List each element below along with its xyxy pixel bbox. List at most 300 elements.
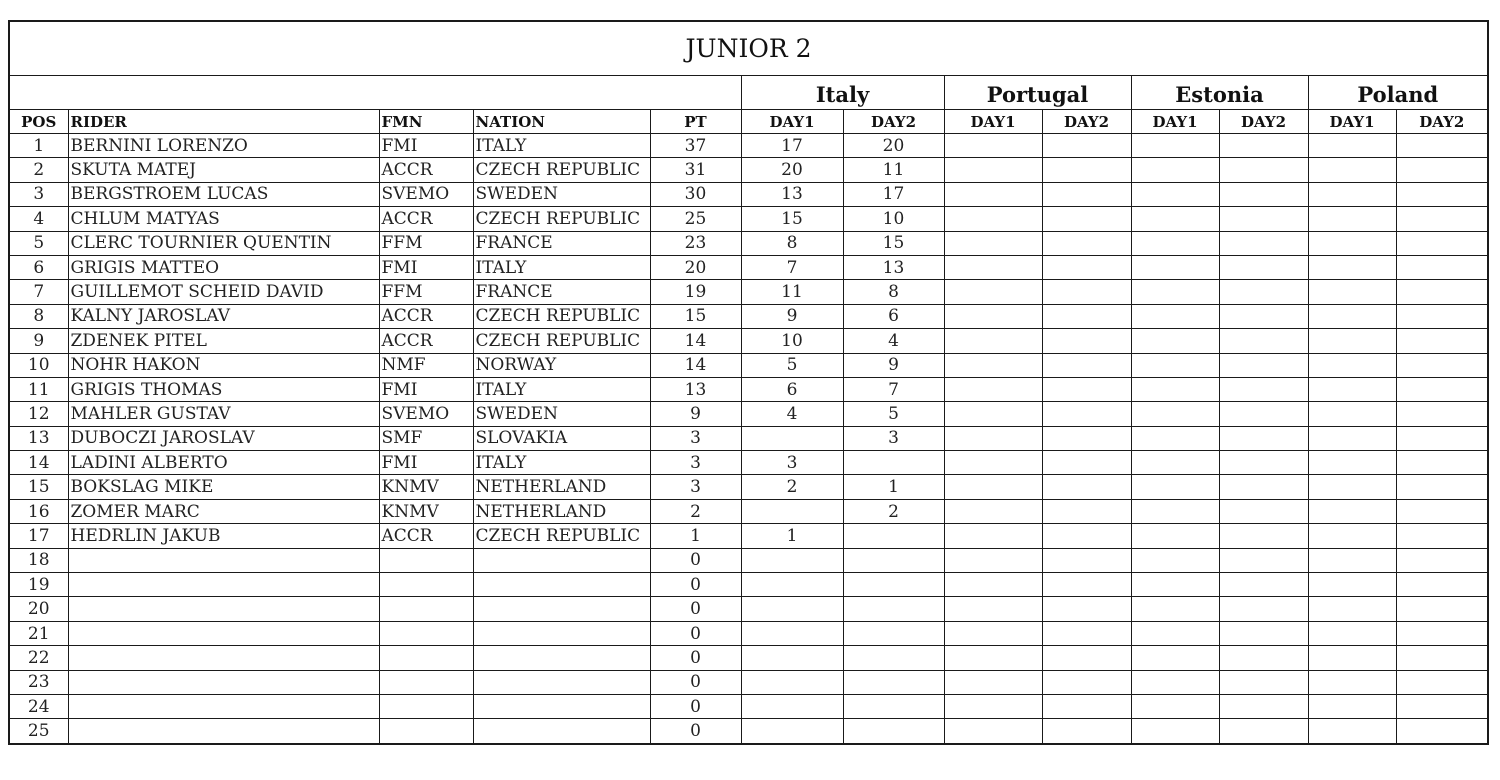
day-score-cell (1042, 134, 1131, 158)
points-cell: 15 (650, 304, 741, 328)
table-row (9, 182, 1488, 206)
day-score-cell (843, 694, 944, 718)
pos-cell: 13 (9, 426, 68, 450)
pos-cell: 18 (9, 548, 68, 572)
day-score-cell (1396, 402, 1488, 426)
pos-cell: 7 (9, 280, 68, 304)
pos-cell: 14 (9, 451, 68, 475)
nation-cell: SWEDEN (473, 182, 650, 206)
pos-cell: 24 (9, 694, 68, 718)
nation-cell: CZECH REPUBLIC (473, 158, 650, 182)
nation-cell: ITALY (473, 255, 650, 279)
nation-cell: CZECH REPUBLIC (473, 329, 650, 353)
day-score-cell (1219, 280, 1308, 304)
fmn-cell: FMI (379, 255, 473, 279)
day-score-cell (1396, 182, 1488, 206)
day-score-cell (843, 597, 944, 621)
points-cell: 19 (650, 280, 741, 304)
day-score-cell (944, 255, 1042, 279)
day-score-cell (1308, 475, 1396, 499)
day-score-cell (944, 182, 1042, 206)
fmn-cell (379, 597, 473, 621)
table-row (9, 719, 1488, 744)
day-score-cell (1219, 548, 1308, 572)
day-score-cell (944, 719, 1042, 744)
points-cell: 3 (650, 426, 741, 450)
day-score-cell (1042, 524, 1131, 548)
fmn-cell: FMI (379, 377, 473, 401)
day-score-cell (1219, 573, 1308, 597)
day-score-cell (1131, 499, 1219, 523)
pos-cell: 23 (9, 670, 68, 694)
nation-cell: SWEDEN (473, 402, 650, 426)
day-score-cell (1042, 694, 1131, 718)
points-cell: 0 (650, 719, 741, 744)
day-score-cell: 6 (741, 377, 843, 401)
day-score-cell: 11 (741, 280, 843, 304)
points-cell: 0 (650, 670, 741, 694)
points-cell: 2 (650, 499, 741, 523)
event-italy: Italy (741, 76, 944, 110)
nation-cell: FRANCE (473, 231, 650, 255)
day-score-cell (1042, 499, 1131, 523)
day-score-cell (843, 573, 944, 597)
day-score-cell (1396, 329, 1488, 353)
pos-cell: 1 (9, 134, 68, 158)
rider-cell: GRIGIS THOMAS (68, 377, 379, 401)
table-row (9, 426, 1488, 450)
day-score-cell: 4 (741, 402, 843, 426)
day-score-cell: 17 (843, 182, 944, 206)
pos-cell: 4 (9, 207, 68, 231)
day-score-cell: 1 (741, 524, 843, 548)
day-score-cell (1131, 451, 1219, 475)
rider-cell: GRIGIS MATTEO (68, 255, 379, 279)
day-score-cell (1219, 646, 1308, 670)
header-day: DAY1 (741, 110, 843, 134)
day-score-cell (1042, 207, 1131, 231)
day-score-cell (944, 646, 1042, 670)
day-score-cell (1131, 329, 1219, 353)
page-title: JUNIOR 2 (9, 21, 1488, 76)
day-score-cell (1396, 719, 1488, 744)
day-score-cell (1219, 134, 1308, 158)
fmn-cell: KNMV (379, 499, 473, 523)
day-score-cell (741, 426, 843, 450)
day-score-cell (1131, 280, 1219, 304)
day-score-cell (1396, 304, 1488, 328)
event-spacer (9, 76, 741, 110)
points-cell: 3 (650, 451, 741, 475)
day-score-cell (1308, 670, 1396, 694)
day-score-cell (1131, 573, 1219, 597)
table-row (9, 134, 1488, 158)
day-score-cell (944, 304, 1042, 328)
fmn-cell: FMI (379, 134, 473, 158)
day-score-cell (1396, 353, 1488, 377)
table-row (9, 255, 1488, 279)
fmn-cell (379, 573, 473, 597)
day-score-cell (1042, 377, 1131, 401)
fmn-cell: ACCR (379, 207, 473, 231)
day-score-cell (1396, 377, 1488, 401)
day-score-cell (944, 621, 1042, 645)
day-score-cell: 8 (843, 280, 944, 304)
table-row (9, 280, 1488, 304)
day-score-cell (1131, 231, 1219, 255)
nation-cell: NETHERLAND (473, 499, 650, 523)
table-row (9, 402, 1488, 426)
day-score-cell (1219, 207, 1308, 231)
day-score-cell (944, 597, 1042, 621)
day-score-cell (944, 377, 1042, 401)
day-score-cell (1131, 255, 1219, 279)
day-score-cell (1219, 597, 1308, 621)
header-nation: NATION (473, 110, 650, 134)
day-score-cell (741, 621, 843, 645)
day-score-cell (843, 548, 944, 572)
day-score-cell: 1 (843, 475, 944, 499)
day-score-cell (1396, 134, 1488, 158)
day-score-cell (1308, 621, 1396, 645)
nation-cell: CZECH REPUBLIC (473, 304, 650, 328)
day-score-cell (741, 548, 843, 572)
day-score-cell (1131, 304, 1219, 328)
day-score-cell (1042, 573, 1131, 597)
day-score-cell (1042, 182, 1131, 206)
day-score-cell: 4 (843, 329, 944, 353)
day-score-cell (1131, 353, 1219, 377)
event-portugal: Portugal (944, 76, 1131, 110)
rider-cell: ZDENEK PITEL (68, 329, 379, 353)
header-pos: POS (9, 110, 68, 134)
pos-cell: 6 (9, 255, 68, 279)
fmn-cell: FFM (379, 231, 473, 255)
table-row (9, 621, 1488, 645)
day-score-cell (1042, 451, 1131, 475)
rider-cell (68, 548, 379, 572)
rider-cell: CHLUM MATYAS (68, 207, 379, 231)
pos-cell: 11 (9, 377, 68, 401)
rider-cell: CLERC TOURNIER QUENTIN (68, 231, 379, 255)
nation-cell: FRANCE (473, 280, 650, 304)
day-score-cell (1131, 694, 1219, 718)
day-score-cell (1308, 255, 1396, 279)
day-score-cell (1219, 377, 1308, 401)
day-score-cell (944, 451, 1042, 475)
rider-cell (68, 719, 379, 744)
day-score-cell (1219, 231, 1308, 255)
points-cell: 14 (650, 329, 741, 353)
day-score-cell (944, 231, 1042, 255)
rider-cell: BOKSLAG MIKE (68, 475, 379, 499)
day-score-cell (741, 694, 843, 718)
day-score-cell (1042, 402, 1131, 426)
day-score-cell (1396, 451, 1488, 475)
day-score-cell (1308, 377, 1396, 401)
day-score-cell (1219, 353, 1308, 377)
day-score-cell (1308, 451, 1396, 475)
day-score-cell (1042, 475, 1131, 499)
points-cell: 1 (650, 524, 741, 548)
table-row (9, 548, 1488, 572)
points-cell: 31 (650, 158, 741, 182)
day-score-cell (741, 499, 843, 523)
day-score-cell (1308, 353, 1396, 377)
day-score-cell: 20 (741, 158, 843, 182)
day-score-cell (1131, 646, 1219, 670)
fmn-cell (379, 646, 473, 670)
day-score-cell (1131, 377, 1219, 401)
header-day: DAY2 (1396, 110, 1488, 134)
fmn-cell (379, 670, 473, 694)
day-score-cell (944, 573, 1042, 597)
table-row (9, 597, 1488, 621)
day-score-cell: 15 (741, 207, 843, 231)
pos-cell: 22 (9, 646, 68, 670)
day-score-cell: 3 (843, 426, 944, 450)
day-score-cell (1219, 329, 1308, 353)
day-score-cell (1042, 329, 1131, 353)
day-score-cell: 7 (843, 377, 944, 401)
day-score-cell (1308, 548, 1396, 572)
day-score-cell (1131, 426, 1219, 450)
day-score-cell (1396, 475, 1488, 499)
table-row (9, 207, 1488, 231)
day-score-cell (944, 694, 1042, 718)
nation-cell: ITALY (473, 377, 650, 401)
day-score-cell (741, 646, 843, 670)
day-score-cell (1042, 158, 1131, 182)
day-score-cell (1308, 646, 1396, 670)
header-rider: RIDER (68, 110, 379, 134)
points-cell: 13 (650, 377, 741, 401)
day-score-cell: 3 (741, 451, 843, 475)
day-score-cell (1308, 158, 1396, 182)
day-score-cell (1396, 158, 1488, 182)
day-score-cell (1042, 597, 1131, 621)
nation-cell: NORWAY (473, 353, 650, 377)
day-score-cell: 13 (843, 255, 944, 279)
day-score-cell: 5 (741, 353, 843, 377)
header-day: DAY2 (843, 110, 944, 134)
day-score-cell (843, 719, 944, 744)
day-score-cell (1396, 621, 1488, 645)
nation-cell (473, 621, 650, 645)
rider-cell (68, 694, 379, 718)
day-score-cell (944, 353, 1042, 377)
pos-cell: 16 (9, 499, 68, 523)
rider-cell: SKUTA MATEJ (68, 158, 379, 182)
header-pt: PT (650, 110, 741, 134)
day-score-cell (1219, 694, 1308, 718)
nation-cell: CZECH REPUBLIC (473, 207, 650, 231)
day-score-cell (1308, 329, 1396, 353)
day-score-cell (1396, 597, 1488, 621)
day-score-cell (1131, 134, 1219, 158)
day-score-cell (1042, 670, 1131, 694)
table-row (9, 694, 1488, 718)
day-score-cell: 5 (843, 402, 944, 426)
rider-cell: NOHR HAKON (68, 353, 379, 377)
rider-cell: MAHLER GUSTAV (68, 402, 379, 426)
fmn-cell (379, 694, 473, 718)
nation-cell (473, 670, 650, 694)
points-cell: 25 (650, 207, 741, 231)
day-score-cell: 15 (843, 231, 944, 255)
fmn-cell: ACCR (379, 304, 473, 328)
day-score-cell (1308, 597, 1396, 621)
day-score-cell (1308, 231, 1396, 255)
day-score-cell (944, 499, 1042, 523)
table-row (9, 158, 1488, 182)
event-row (9, 76, 1488, 110)
day-score-cell (944, 475, 1042, 499)
day-score-cell (1131, 719, 1219, 744)
day-score-cell: 13 (741, 182, 843, 206)
pos-cell: 21 (9, 621, 68, 645)
day-score-cell (944, 207, 1042, 231)
day-score-cell (1219, 621, 1308, 645)
rider-cell: BERNINI LORENZO (68, 134, 379, 158)
day-score-cell (1131, 402, 1219, 426)
day-score-cell (1396, 548, 1488, 572)
fmn-cell: SVEMO (379, 402, 473, 426)
day-score-cell (1131, 182, 1219, 206)
day-score-cell (843, 646, 944, 670)
day-score-cell (843, 451, 944, 475)
nation-cell (473, 548, 650, 572)
nation-cell: NETHERLAND (473, 475, 650, 499)
header-day: DAY1 (1131, 110, 1219, 134)
nation-cell (473, 719, 650, 744)
points-cell: 0 (650, 621, 741, 645)
points-cell: 3 (650, 475, 741, 499)
table-row (9, 451, 1488, 475)
day-score-cell (1308, 694, 1396, 718)
table-row (9, 524, 1488, 548)
day-score-cell (944, 280, 1042, 304)
fmn-cell: ACCR (379, 329, 473, 353)
day-score-cell (944, 402, 1042, 426)
rider-cell: BERGSTROEM LUCAS (68, 182, 379, 206)
fmn-cell: SMF (379, 426, 473, 450)
header-day: DAY1 (944, 110, 1042, 134)
pos-cell: 2 (9, 158, 68, 182)
event-estonia: Estonia (1131, 76, 1308, 110)
nation-cell: SLOVAKIA (473, 426, 650, 450)
fmn-cell: FMI (379, 451, 473, 475)
day-score-cell (944, 524, 1042, 548)
day-score-cell (944, 329, 1042, 353)
day-score-cell (1308, 182, 1396, 206)
day-score-cell (1396, 426, 1488, 450)
day-score-cell (1308, 304, 1396, 328)
day-score-cell (1042, 621, 1131, 645)
day-score-cell (1042, 304, 1131, 328)
day-score-cell (1131, 597, 1219, 621)
day-score-cell: 8 (741, 231, 843, 255)
pos-cell: 9 (9, 329, 68, 353)
day-score-cell (741, 597, 843, 621)
day-score-cell (1219, 426, 1308, 450)
nation-cell: ITALY (473, 451, 650, 475)
day-score-cell (1131, 548, 1219, 572)
day-score-cell (1131, 475, 1219, 499)
pos-cell: 8 (9, 304, 68, 328)
day-score-cell (1308, 134, 1396, 158)
pos-cell: 17 (9, 524, 68, 548)
day-score-cell (1131, 158, 1219, 182)
day-score-cell (1396, 207, 1488, 231)
day-score-cell (1308, 524, 1396, 548)
day-score-cell (1042, 255, 1131, 279)
day-score-cell (1396, 670, 1488, 694)
points-cell: 37 (650, 134, 741, 158)
table-row (9, 353, 1488, 377)
day-score-cell (1131, 524, 1219, 548)
rider-cell (68, 573, 379, 597)
day-score-cell (1042, 280, 1131, 304)
rider-cell: DUBOCZI JAROSLAV (68, 426, 379, 450)
day-score-cell (843, 670, 944, 694)
points-cell: 0 (650, 548, 741, 572)
rider-cell (68, 646, 379, 670)
points-cell: 0 (650, 646, 741, 670)
fmn-cell: ACCR (379, 158, 473, 182)
points-cell: 0 (650, 573, 741, 597)
day-score-cell (1131, 670, 1219, 694)
rider-cell: GUILLEMOT SCHEID DAVID (68, 280, 379, 304)
day-score-cell: 9 (843, 353, 944, 377)
day-score-cell (1219, 158, 1308, 182)
day-score-cell: 17 (741, 134, 843, 158)
table-row (9, 670, 1488, 694)
table-row (9, 475, 1488, 499)
rider-cell: HEDRLIN JAKUB (68, 524, 379, 548)
standings-sheet (8, 20, 1487, 780)
day-score-cell (1219, 475, 1308, 499)
day-score-cell (741, 670, 843, 694)
fmn-cell (379, 621, 473, 645)
header-fmn: FMN (379, 110, 473, 134)
nation-cell (473, 597, 650, 621)
day-score-cell: 9 (741, 304, 843, 328)
day-score-cell (1131, 621, 1219, 645)
day-score-cell: 2 (741, 475, 843, 499)
fmn-cell: FFM (379, 280, 473, 304)
day-score-cell (1396, 694, 1488, 718)
day-score-cell: 11 (843, 158, 944, 182)
table-row (9, 499, 1488, 523)
points-cell: 0 (650, 597, 741, 621)
rider-cell (68, 597, 379, 621)
day-score-cell (1308, 426, 1396, 450)
header-row (9, 110, 1488, 134)
day-score-cell: 20 (843, 134, 944, 158)
header-day: DAY1 (1308, 110, 1396, 134)
day-score-cell: 10 (741, 329, 843, 353)
day-score-cell (1308, 280, 1396, 304)
day-score-cell (944, 670, 1042, 694)
table-row (9, 329, 1488, 353)
day-score-cell (1308, 573, 1396, 597)
day-score-cell (1396, 499, 1488, 523)
table-row (9, 377, 1488, 401)
day-score-cell (1308, 499, 1396, 523)
day-score-cell (1042, 426, 1131, 450)
table-row (9, 573, 1488, 597)
